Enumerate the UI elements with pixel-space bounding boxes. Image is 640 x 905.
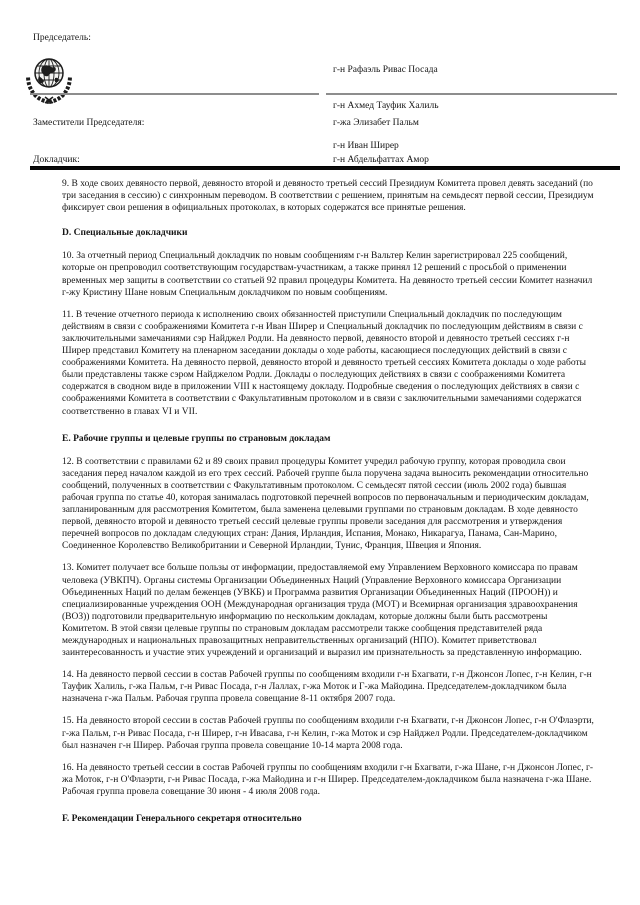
vice-chair-name-1: г-жа Элизабет Пальм [333,118,419,128]
section-heading-d: D. Специальные докладчики [62,228,188,239]
separator-line-left [30,93,319,95]
vice-chair-name-2: г-н Иван Ширер [333,141,399,151]
paragraph-15: 15. На девяносто второй сессии в состав Рабочей группы по сообщениям входили г-н Бхагвати, г-н Джонсон Лопес, г-н О'Флаэрти, г-жа Пальм, г-н Ривас Посада, г-н Ширер, г-н Ивасава, г-н Келин, г-жа Моток и сэр Найджел Родли. Председателем-докладчиком был назначен г-н Ширер. Рабочая группа провела совещание 10-14 марта 2008 года. [62,716,594,751]
section-heading-f: F. Рекомендации Генерального секретаря относительно [62,814,302,825]
separator-line-right [326,93,617,95]
paragraph-13: 13. Комитет получает все больше пользы от информации, предоставляемой ему Управлением Верховного комиссара по правам человека (УВКПЧ). Органы системы Организации Объединенных Наций (Управление Верховного комиссара Организации Объединенных Наций по делам беженцев (УВКБ) и Программа развития Организации Объединенных Наций (ПРООН)) и специализированные учреждения ООН (Международная организация труда (МОТ) и Всемирная организация здравоохранения (ВОЗ)) подготовили предварительную информацию по нескольким докладам, которые должны были быть рассмотрены Комитетом. В этой связи целевые группы по страновым докладам рассмотрели также сообщения представителей ряда международных и национальных правозащитных неправительственных организаций (НПО). Комитет приветствовал заинтересованность и участие этих учреждений и организаций и выразил им признательность за представленную информацию. [62,563,582,659]
paragraph-12: 12. В соответствии с правилами 62 и 89 своих правил процедуры Комитет учредил рабочую группу, которая проводила свои заседания перед началом каждой из его трех сессий. Рабочей группе была поручена задача выносить рекомендации относительно сообщений, полученных в соответствии с Факультативным протоколом. С семьдесят пятой сессии (июль 2002 года) бывшая рабочая группа по статье 40, которая занималась подготовкой перечней вопросов по первоначальным и периодическим докладам, запланированным для рассмотрения Комитетом, была заменена целевыми группами по страновым докладам. В ходе девяносто первой, девяносто второй и девяносто третьей сессий целевые группы провели заседания для рассмотрения и утверждения перечней вопросов по докладам следующих стран: Дания, Ирландия, Испания, Монако, Никарагуа, Панама, Сан-Марино, Соединенное Королевство Великобритании и Северной Ирландии, Тунис, Франция, Швеция и Япония. [62,456,589,552]
paragraph-9: 9. В ходе своих девяносто первой, девяносто второй и девяносто третьей сессий Президиум Комитета провел девять заседаний (по три заседания в сессию) с синхронным переводом. В соответствии с решением, принятым на семьдесят первой сессии, Президиум фиксирует свои решения в официальных протоколах, в которых содержатся все принятые решения. [62,179,594,214]
chair-label: Председатель: [33,33,91,43]
rapporteur-label: Докладчик: [33,155,80,165]
paragraph-11: 11. В течение отчетного периода к исполнению своих обязанностей приступили Специальный докладчик по последующим действиям в связи с соображениями Комитета г-н Иван Ширер и Специальный докладчик по последующим действиям в связи с заключительными замечаниями сэр Найджел Родли. На девяносто первой, девяносто второй и девяносто третьей сессиях г-н Ширер представил Комитету на пленарном заседании доклады о ходе работы, касающиеся последующих действий в связи с соображениями Комитета. На девяносто первой, девяносто второй и девяносто третьей сессиях Комитета доклады о ходе работы были представлены также сэром Найджелом Родли. Доклады о последующих действиях в связи с соображениями Комитета содержатся в сводном виде в приложении VIII к настоящему докладу. Подробные сведения о последующих действиях в связи с соображениями Комитета в соответствии с Факультативным протоколом и в связи с заключительными замечаниями содержатся соответственно в главах VI и VII. [62,309,586,417]
member-name: г-н Ахмед Тауфик Халиль [333,101,439,111]
paragraph-14: 14. На девяносто первой сессии в состав Рабочей группы по сообщениям входили г-н Бхагвати, г-н Джонсон Лопес, г-н Келин, г-н Тауфик Халиль, г-жа Пальм, г-н Ривас Посада, г-н Лаллах, г-жа Моток и Г-жа Майодина. Председателем-докладчиком была назначена г-жа Пальм. Рабочая группа провела совещание 8-11 октября 2007 года. [62,670,592,705]
vice-chairs-label: Заместители Председателя: [33,118,145,128]
chair-name: г-н Рафаэль Ривас Посада [333,65,438,75]
header-bottom-rule [30,166,620,170]
rapporteur-name: г-н Абдельфаттах Амор [333,155,429,165]
paragraph-10: 10. За отчетный период Специальный докладчик по новым сообщениям г-н Вальтер Келин зарегистрировал 225 сообщений, которые он препроводил соответствующим государствам-участникам, а также принял 12 решений с просьбой о применении временных мер защиты в соответствии со статьей 92 правил процедуры Комитета. На девяносто третьей сессии Комитет назначил г-жу Кристину Шане новым Специальным докладчиком по новым сообщениям. [62,251,593,298]
un-emblem-icon [24,52,74,104]
section-heading-e: E. Рабочие группы и целевые группы по страновым докладам [62,433,331,444]
document-body [62,178,596,836]
paragraph-16: 16. На девяносто третьей сессии в состав Рабочей группы по сообщениям входили г-н Бхагвати, г-жа Шане, г-н Джонсон Лопес, г-жа Моток, г-н О'Флаэрти, г-н Ривас Посада, г-жа Майодина и г-н Ширер. Председателем-докладчиком была назначена г-жа Шане. Рабочая группа провела совещание 30 июня - 4 июля 2008 года. [62,762,594,797]
